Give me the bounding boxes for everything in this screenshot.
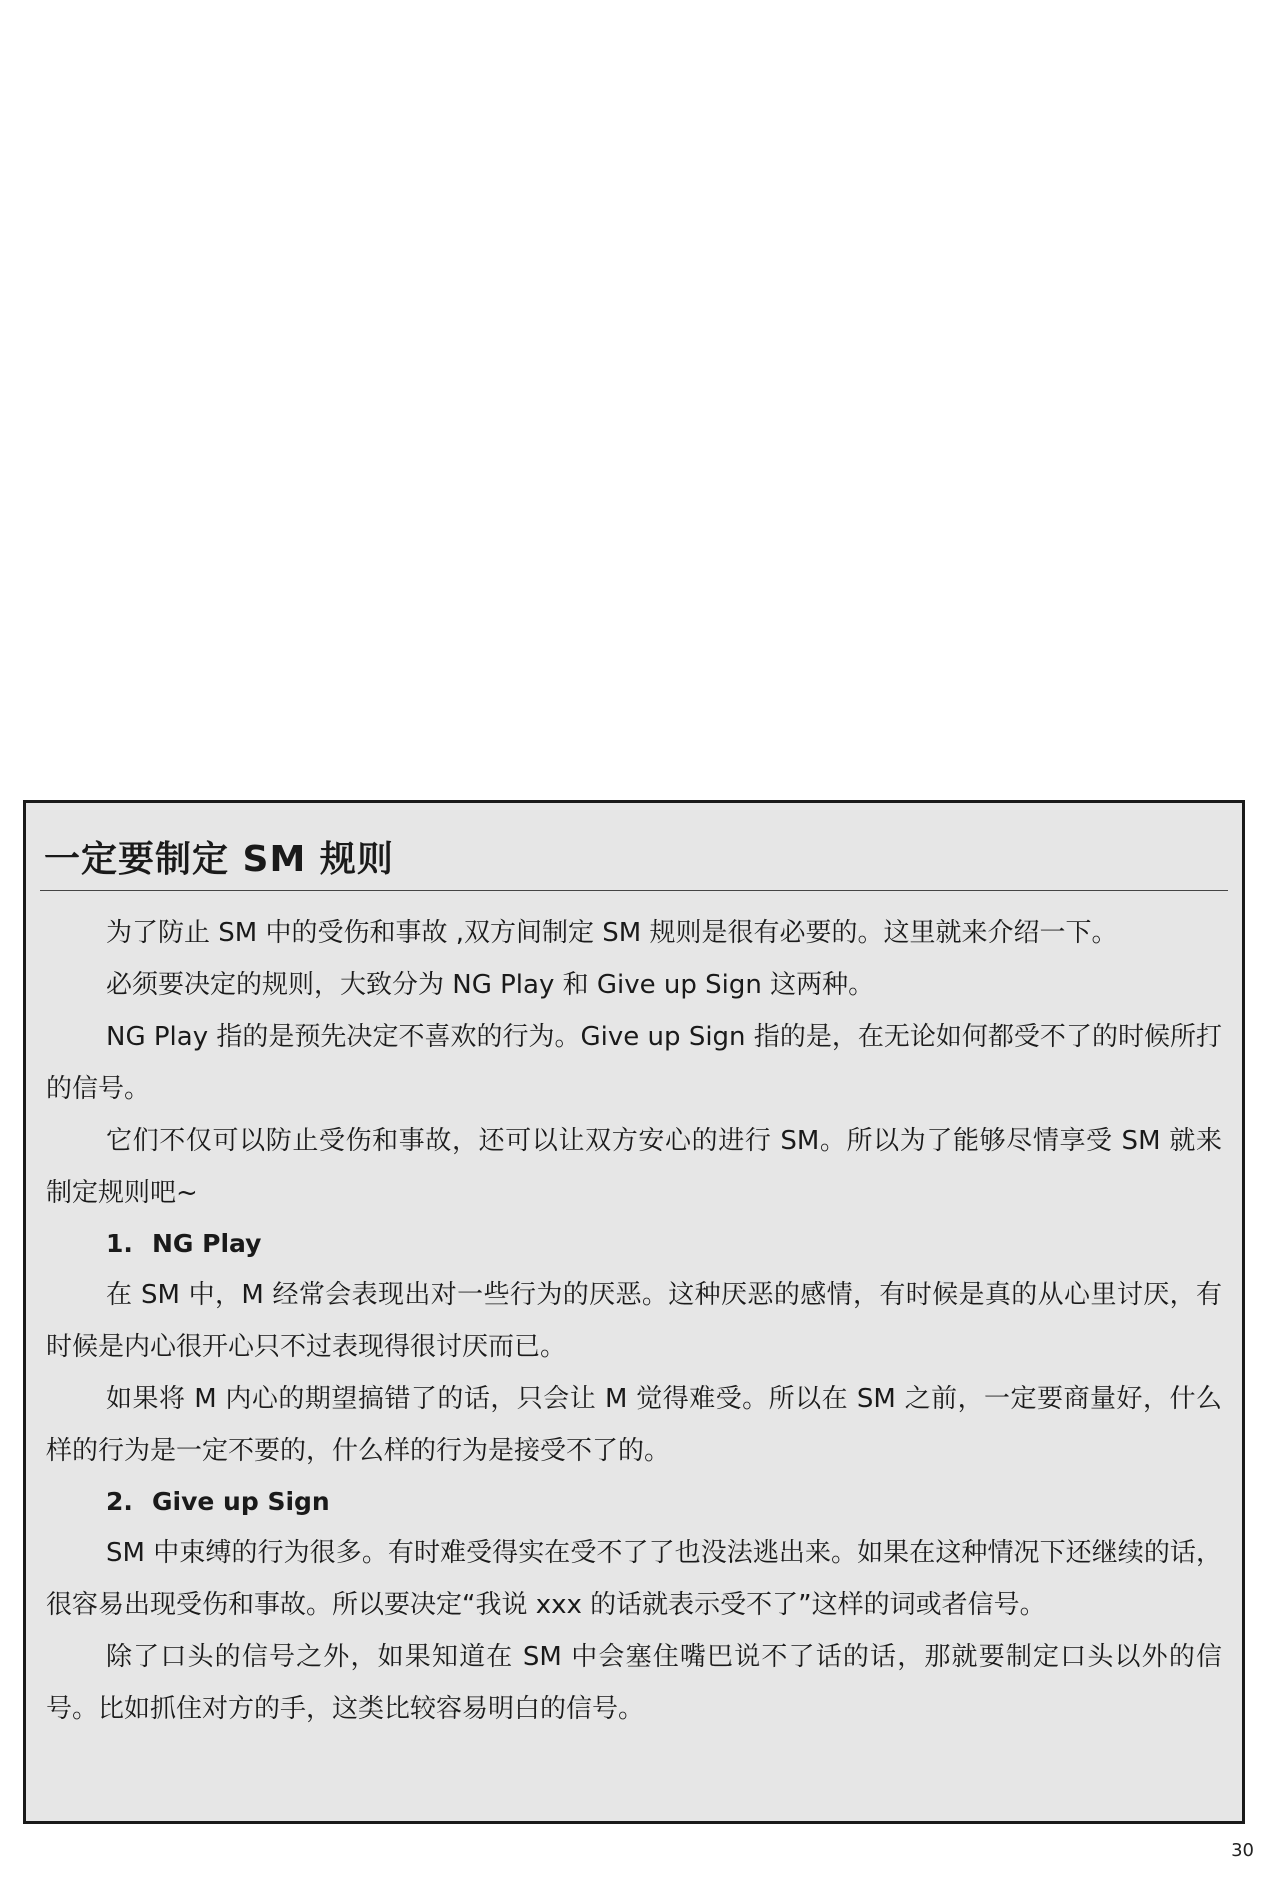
title-divider [40, 890, 1228, 891]
heading-number: 1. [106, 1229, 133, 1258]
paragraph: NG Play 指的是预先决定不喜欢的行为。Give up Sign 指的是，在无论如何都受不了的时候所打的信号。 [46, 1022, 1222, 1104]
paragraph: SM 中束缚的行为很多。有时难受得实在受不了了也没法逃出来。如果在这种情况下还继续的话，很容易出现受伤和事故。所以要决定“我说 xxx 的话就表示受不了”这样的词或者信号。 [46, 1538, 1222, 1620]
heading-text: NG Play [152, 1229, 262, 1258]
body-text [46, 907, 1222, 1735]
paragraph: 为了防止 SM 中的受伤和事故 ,双方间制定 SM 规则是很有必要的。这里就来介绍一下。 [106, 918, 1118, 948]
heading-text: Give up Sign [152, 1487, 330, 1516]
page-number: 30 [1231, 1840, 1254, 1861]
paragraph: 必须要决定的规则，大致分为 NG Play 和 Give up Sign 这两种。 [106, 970, 875, 1000]
heading-number: 2. [106, 1487, 133, 1516]
section-title: 一定要制定 SM 规则 [44, 839, 394, 880]
content-panel [23, 800, 1245, 1824]
paragraph: 如果将 M 内心的期望搞错了的话，只会让 M 觉得难受。所以在 SM 之前，一定要商量好，什么样的行为是一定不要的，什么样的行为是接受不了的。 [46, 1384, 1222, 1466]
paragraph: 在 SM 中，M 经常会表现出对一些行为的厌恶。这种厌恶的感情，有时候是真的从心里讨厌，有时候是内心很开心只不过表现得很讨厌而已。 [46, 1280, 1222, 1362]
paragraph: 它们不仅可以防止受伤和事故，还可以让双方安心的进行 SM。所以为了能够尽情享受 SM 就来制定规则吧~ [46, 1126, 1222, 1208]
section-heading [46, 1219, 1222, 1269]
paragraph: 除了口头的信号之外，如果知道在 SM 中会塞住嘴巴说不了话的话，那就要制定口头以外的信号。比如抓住对方的手，这类比较容易明白的信号。 [46, 1642, 1222, 1724]
section-heading [46, 1477, 1222, 1527]
